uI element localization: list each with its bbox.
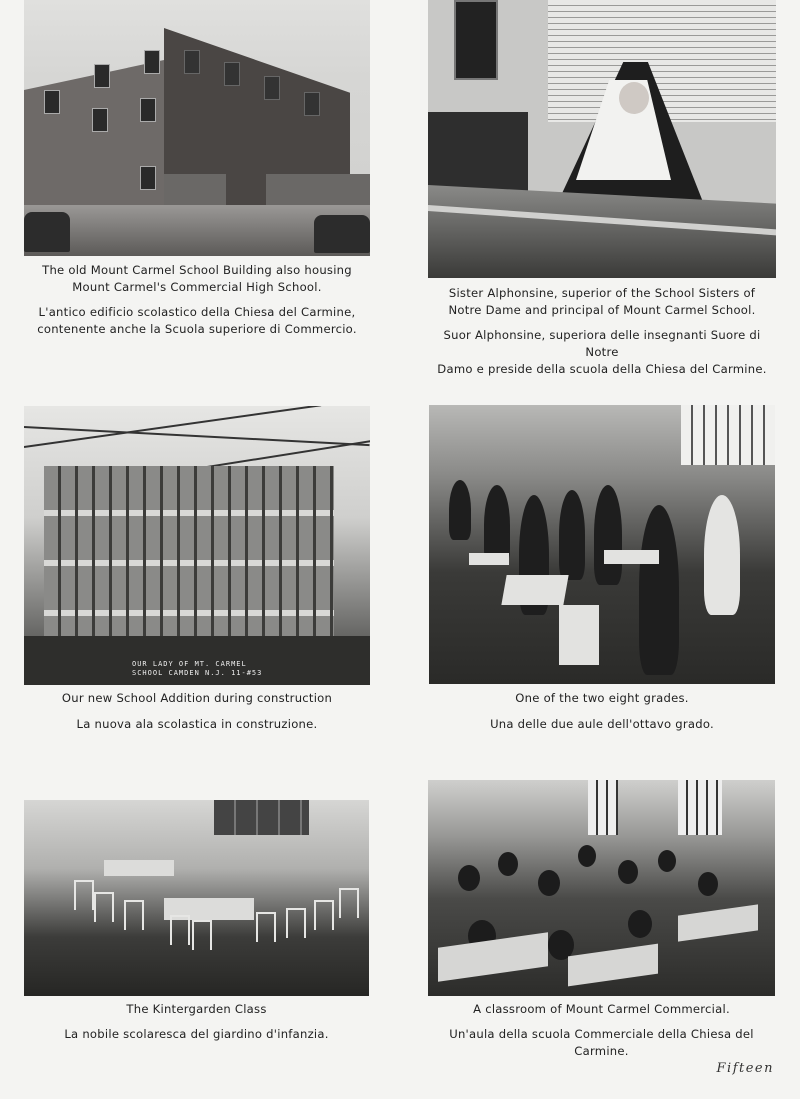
caption-en-line: The Kintergarden Class — [126, 1002, 267, 1016]
photo-commercial-classroom — [428, 780, 775, 996]
page-number: Fifteen — [716, 1061, 774, 1076]
classroom-window — [588, 780, 618, 835]
caption-en-line: One of the two eight grades. — [515, 691, 689, 705]
caption-school-addition — [24, 690, 370, 733]
caption-it-line: L'antico edificio scolastico della Chiesa del Carmine, — [38, 305, 356, 319]
photo-school-addition-construction — [24, 406, 370, 685]
caption-it-line: Una delle due aule dell'ottavo grado. — [490, 717, 714, 731]
caption-it-line: La nuova ala scolastica in construzione. — [76, 717, 318, 731]
photo-old-school-building — [24, 0, 370, 256]
caption-eighth-grade — [429, 690, 775, 733]
caption-it-line: La nobile scolaresca del giardino d'infanzia. — [64, 1027, 329, 1041]
caption-en-line: A classroom of Mount Carmel Commercial. — [473, 1002, 730, 1016]
caption-sister-alphonsine — [428, 285, 776, 378]
photo-eighth-grade-class — [429, 405, 775, 684]
caption-kindergarten — [24, 1001, 369, 1043]
photo-handwritten-label: OUR LADY OF MT. CARMEL SCHOOL CAMDEN N.J. 11-#53 — [132, 660, 263, 677]
classroom-window — [678, 780, 722, 835]
photo-sister-alphonsine — [428, 0, 776, 278]
classroom-window — [681, 405, 775, 465]
caption-en-line: Mount Carmel's Commercial High School. — [72, 280, 322, 294]
caption-it-line: Un'aula della scuola Commerciale della Chiesa del Carmine. — [449, 1027, 754, 1058]
caption-old-school-building — [24, 262, 370, 338]
window-blinds — [214, 800, 309, 835]
caption-en-line: Our new School Addition during construction — [61, 691, 333, 705]
caption-it-line: Damo e preside della scuola della Chiesa del Carmine. — [437, 362, 767, 376]
caption-en-line: Notre Dame and principal of Mount Carmel School. — [448, 303, 756, 317]
caption-commercial-classroom — [428, 1001, 775, 1060]
nun-face — [619, 82, 649, 114]
wall-frame — [454, 0, 498, 80]
caption-en-line: Sister Alphonsine, superior of the School Sisters of — [448, 286, 756, 300]
steel-frame — [44, 466, 334, 646]
caption-it-line: contenente anche la Scuola superiore di Commercio. — [37, 322, 357, 336]
caption-it-line: Suor Alphonsine, superiora delle insegnanti Suore di Notre — [443, 328, 761, 359]
photo-kindergarten-class — [24, 800, 369, 996]
caption-en-line: The old Mount Carmel School Building also housing — [42, 263, 352, 277]
